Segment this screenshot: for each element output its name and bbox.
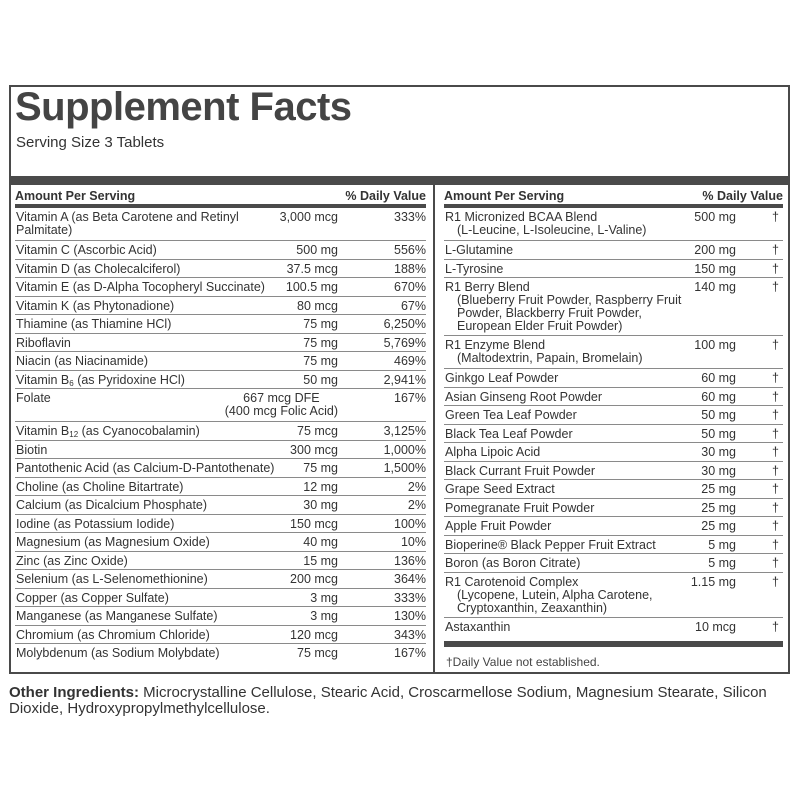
nutrient-name: Vitamin A (as Beta Carotene and Retinyl Palmitate) xyxy=(16,210,239,237)
header-divider-bar xyxy=(11,176,788,185)
table-row xyxy=(15,241,426,260)
nutrient-amount: 80 mcg xyxy=(297,298,338,313)
ingredient-name: R1 Carotenoid Complex (Lycopene, Lutein, Alpha Carotene, Cryptoxanthin, Zeaxanthin) xyxy=(445,574,653,615)
table-row xyxy=(15,208,426,241)
nutrient-amount: 75 mg xyxy=(303,354,338,368)
nutrient-dv: 10% xyxy=(400,535,426,549)
nutrient-dv: 136% xyxy=(394,553,426,568)
nutrient-dv: 5,769% xyxy=(383,335,426,350)
table-row xyxy=(444,554,783,573)
table-row xyxy=(444,443,783,462)
table-row xyxy=(15,352,426,371)
nutrient-amount: 667 mcg DFE (400 mcg Folic Acid) xyxy=(224,391,338,418)
table-row xyxy=(444,425,783,444)
table-row xyxy=(15,533,426,552)
ingredient-name: Grape Seed Extract xyxy=(445,482,555,496)
ingredient-name: Pomegranate Fruit Powder xyxy=(445,500,595,515)
nutrient-amount: 150 mcg xyxy=(290,516,338,531)
nutrient-amount: 200 mcg xyxy=(290,572,338,586)
ingredient-amount: 50 mg xyxy=(701,408,736,422)
amount-per-serving-label: Amount Per Serving xyxy=(444,189,565,203)
vitamins-column xyxy=(15,185,426,663)
table-row xyxy=(444,499,783,518)
table-row xyxy=(15,260,426,279)
ingredient-name: Black Tea Leaf Powder xyxy=(445,426,573,441)
ingredient-amount: 140 mg xyxy=(694,280,736,294)
ingredient-name: R1 Berry Blend (Blueberry Fruit Powder, Raspberry Fruit Powder, Blackberry Fruit Powder, European Elder Fruit Powder) xyxy=(445,280,682,333)
table-row xyxy=(444,480,783,499)
nutrient-amount: 3 mg xyxy=(310,590,338,605)
dagger-mark: † xyxy=(772,537,779,552)
dagger-mark: † xyxy=(772,426,779,441)
ingredient-name: R1 Micronized BCAA Blend (L-Leucine, L-Isoleucine, L-Valine) xyxy=(445,210,647,237)
nutrient-amount: 3 mg xyxy=(310,609,338,623)
table-row xyxy=(444,618,783,637)
nutrient-amount: 30 mg xyxy=(303,498,338,512)
table-row xyxy=(444,536,783,555)
nutrient-dv: 1,500% xyxy=(383,461,426,475)
ingredient-amount: 500 mg xyxy=(694,210,736,224)
dagger-mark: † xyxy=(772,556,779,570)
nutrient-amount: 50 mg xyxy=(303,372,338,387)
nutrient-amount: 75 mcg xyxy=(297,424,338,438)
table-row xyxy=(15,334,426,353)
nutrient-dv: 364% xyxy=(394,572,426,586)
nutrient-name: Copper (as Copper Sulfate) xyxy=(16,590,169,605)
nutrient-amount: 300 mcg xyxy=(290,442,338,457)
table-row xyxy=(15,496,426,515)
nutrient-dv: 333% xyxy=(394,210,426,224)
ingredient-amount: 5 mg xyxy=(708,556,736,570)
table-row xyxy=(444,369,783,388)
ingredient-amount: 25 mg xyxy=(701,500,736,515)
nutrient-amount: 75 mg xyxy=(303,335,338,350)
ingredient-name: L-Tyrosine xyxy=(445,261,504,276)
table-row xyxy=(15,441,426,460)
ingredient-amount: 60 mg xyxy=(701,371,736,385)
table-row xyxy=(15,515,426,534)
table-row xyxy=(15,389,426,422)
nutrient-amount: 12 mg xyxy=(303,479,338,494)
nutrient-dv: 469% xyxy=(394,354,426,368)
nutrient-amount: 500 mg xyxy=(296,243,338,257)
ingredient-name: Black Currant Fruit Powder xyxy=(445,463,596,478)
table-row xyxy=(444,462,783,481)
ingredient-name: Asian Ginseng Root Powder xyxy=(445,389,603,404)
nutrient-name: Vitamin D (as Cholecalciferol) xyxy=(16,261,181,276)
nutrient-dv: 6,250% xyxy=(383,317,426,331)
nutrient-name: Choline (as Choline Bitartrate) xyxy=(16,479,184,494)
ingredient-name: Green Tea Leaf Powder xyxy=(445,408,577,422)
table-row xyxy=(15,478,426,497)
table-row xyxy=(444,260,783,279)
nutrient-dv: 1,000% xyxy=(383,442,426,457)
nutrient-name: Zinc (as Zinc Oxide) xyxy=(16,553,128,568)
nutrient-name: Molybdenum (as Sodium Molybdate) xyxy=(16,646,220,660)
ingredient-amount: 25 mg xyxy=(701,519,736,533)
dagger-mark: † xyxy=(772,482,779,496)
table-row xyxy=(15,371,426,390)
table-row xyxy=(444,517,783,536)
ingredient-name: R1 Enzyme Blend (Maltodextrin, Papain, Bromelain) xyxy=(445,338,643,365)
daily-value-label: % Daily Value xyxy=(345,189,426,203)
ingredient-name: Apple Fruit Powder xyxy=(445,519,552,533)
ingredient-amount: 150 mg xyxy=(694,261,736,276)
ingredient-amount: 200 mg xyxy=(694,243,736,257)
dagger-mark: † xyxy=(772,463,779,478)
ingredient-name: Bioperine® Black Pepper Fruit Extract xyxy=(445,537,656,552)
other-ingredients-label: Other Ingredients: xyxy=(9,684,140,701)
dagger-mark: † xyxy=(772,210,779,224)
nutrient-name: Thiamine (as Thiamine HCl) xyxy=(16,317,172,331)
nutrient-name: Biotin xyxy=(16,442,48,457)
nutrient-amount: 75 mcg xyxy=(297,646,338,660)
nutrient-name: Folate xyxy=(16,391,51,405)
amount-per-serving-label: Amount Per Serving xyxy=(15,189,136,203)
nutrient-name: Iodine (as Potassium Iodide) xyxy=(16,516,175,531)
table-row xyxy=(15,570,426,589)
table-row xyxy=(444,406,783,425)
ingredient-amount: 5 mg xyxy=(708,537,736,552)
nutrient-name: Magnesium (as Magnesium Oxide) xyxy=(16,535,210,549)
table-row xyxy=(444,573,783,618)
nutrient-amount: 75 mg xyxy=(303,461,338,475)
dagger-mark: † xyxy=(772,445,779,459)
ingredient-name: Boron (as Boron Citrate) xyxy=(445,556,581,570)
nutrient-name: Calcium (as Dicalcium Phosphate) xyxy=(16,498,208,512)
table-row xyxy=(15,644,426,663)
nutrient-name: Vitamin $B_{12}$ (as Cyanocobalamin) xyxy=(16,424,200,439)
left-table-header xyxy=(15,185,426,208)
nutrient-dv: 2% xyxy=(407,498,426,512)
nutrient-name: Niacin (as Niacinamide) xyxy=(16,354,148,368)
ingredient-name: Astaxanthin xyxy=(445,619,511,634)
blends-column xyxy=(444,185,783,636)
nutrient-dv: 670% xyxy=(394,280,426,294)
nutrient-dv: 67% xyxy=(400,298,426,313)
ingredient-amount: 1.15 mg xyxy=(690,574,736,589)
table-row xyxy=(15,422,426,441)
nutrient-dv: 343% xyxy=(394,627,426,642)
nutrient-amount: 3,000 mcg xyxy=(279,210,338,224)
nutrient-dv: 3,125% xyxy=(383,424,426,438)
dagger-mark: † xyxy=(772,243,779,257)
nutrient-name: Vitamin C (Ascorbic Acid) xyxy=(16,243,157,257)
nutrient-dv: 188% xyxy=(394,261,426,276)
ingredient-name: Alpha Lipoic Acid xyxy=(445,445,541,459)
table-row xyxy=(444,336,783,369)
nutrient-name: Manganese (as Manganese Sulfate) xyxy=(16,609,218,623)
dagger-mark: † xyxy=(772,280,779,294)
ingredient-amount: 50 mg xyxy=(701,426,736,441)
table-row xyxy=(444,208,783,241)
table-row xyxy=(15,459,426,478)
table-row xyxy=(15,315,426,334)
dagger-mark: † xyxy=(772,619,779,634)
table-row xyxy=(15,278,426,297)
daily-value-label: % Daily Value xyxy=(702,189,783,203)
dagger-mark: † xyxy=(772,261,779,276)
dagger-mark: † xyxy=(772,408,779,422)
footer-divider-bar xyxy=(444,641,783,647)
ingredient-amount: 30 mg xyxy=(701,445,736,459)
right-table-header xyxy=(444,185,783,208)
nutrient-name: Vitamin K (as Phytonadione) xyxy=(16,298,175,313)
nutrient-dv: 100% xyxy=(394,516,426,531)
ingredient-name: L-Glutamine xyxy=(445,243,514,257)
nutrient-amount: 120 mcg xyxy=(290,627,338,642)
footnote: †Daily Value not established. xyxy=(446,655,600,669)
nutrient-dv: 2,941% xyxy=(383,372,426,387)
page-title: Supplement Facts xyxy=(15,85,352,129)
ingredient-amount: 30 mg xyxy=(701,463,736,478)
nutrient-dv: 2% xyxy=(407,479,426,494)
table-row xyxy=(15,607,426,626)
nutrient-amount: 75 mg xyxy=(303,317,338,331)
nutrient-amount: 100.5 mg xyxy=(285,280,338,294)
nutrient-name: Pantothenic Acid (as Calcium-D-Pantothenate) xyxy=(16,461,275,475)
ingredient-amount: 60 mg xyxy=(701,389,736,404)
nutrient-dv: 167% xyxy=(394,391,426,405)
serving-size: Serving Size 3 Tablets xyxy=(16,134,165,151)
ingredient-amount: 100 mg xyxy=(694,338,736,352)
nutrient-dv: 333% xyxy=(394,590,426,605)
table-row xyxy=(15,297,426,316)
table-row xyxy=(444,278,783,336)
table-row xyxy=(444,388,783,407)
nutrient-dv: 167% xyxy=(394,646,426,660)
other-ingredients xyxy=(9,685,789,717)
nutrient-dv: 130% xyxy=(394,609,426,623)
ingredient-name: Ginkgo Leaf Powder xyxy=(445,371,559,385)
ingredient-amount: 10 mcg xyxy=(695,619,736,634)
nutrient-name: Selenium (as L-Selenomethionine) xyxy=(16,572,208,586)
table-row xyxy=(15,552,426,571)
table-row xyxy=(444,241,783,260)
dagger-mark: † xyxy=(772,500,779,515)
table-row xyxy=(15,589,426,608)
dagger-mark: † xyxy=(772,389,779,404)
nutrient-amount: 15 mg xyxy=(303,553,338,568)
nutrient-name: Riboflavin xyxy=(16,335,71,350)
table-row xyxy=(15,626,426,645)
dagger-mark: † xyxy=(772,338,779,352)
column-divider xyxy=(433,185,435,672)
nutrient-amount: 37.5 mcg xyxy=(286,261,338,276)
other-ingredients-text: Microcrystalline Cellulose, Stearic Acid, Croscarmellose Sodium, Magnesium Stearate, Silicon Dioxide, Hydroxypropylmethylcellulose. xyxy=(9,684,767,717)
nutrient-name: Vitamin E (as D-Alpha Tocopheryl Succinate) xyxy=(16,280,265,294)
dagger-mark: † xyxy=(772,371,779,385)
dagger-mark: † xyxy=(772,574,779,589)
ingredient-amount: 25 mg xyxy=(701,482,736,496)
nutrient-name: Vitamin $B_6$ (as Pyridoxine HCl) xyxy=(16,372,185,388)
nutrient-amount: 40 mg xyxy=(303,535,338,549)
nutrient-name: Chromium (as Chromium Chloride) xyxy=(16,627,210,642)
nutrient-dv: 556% xyxy=(394,243,426,257)
dagger-mark: † xyxy=(772,519,779,533)
